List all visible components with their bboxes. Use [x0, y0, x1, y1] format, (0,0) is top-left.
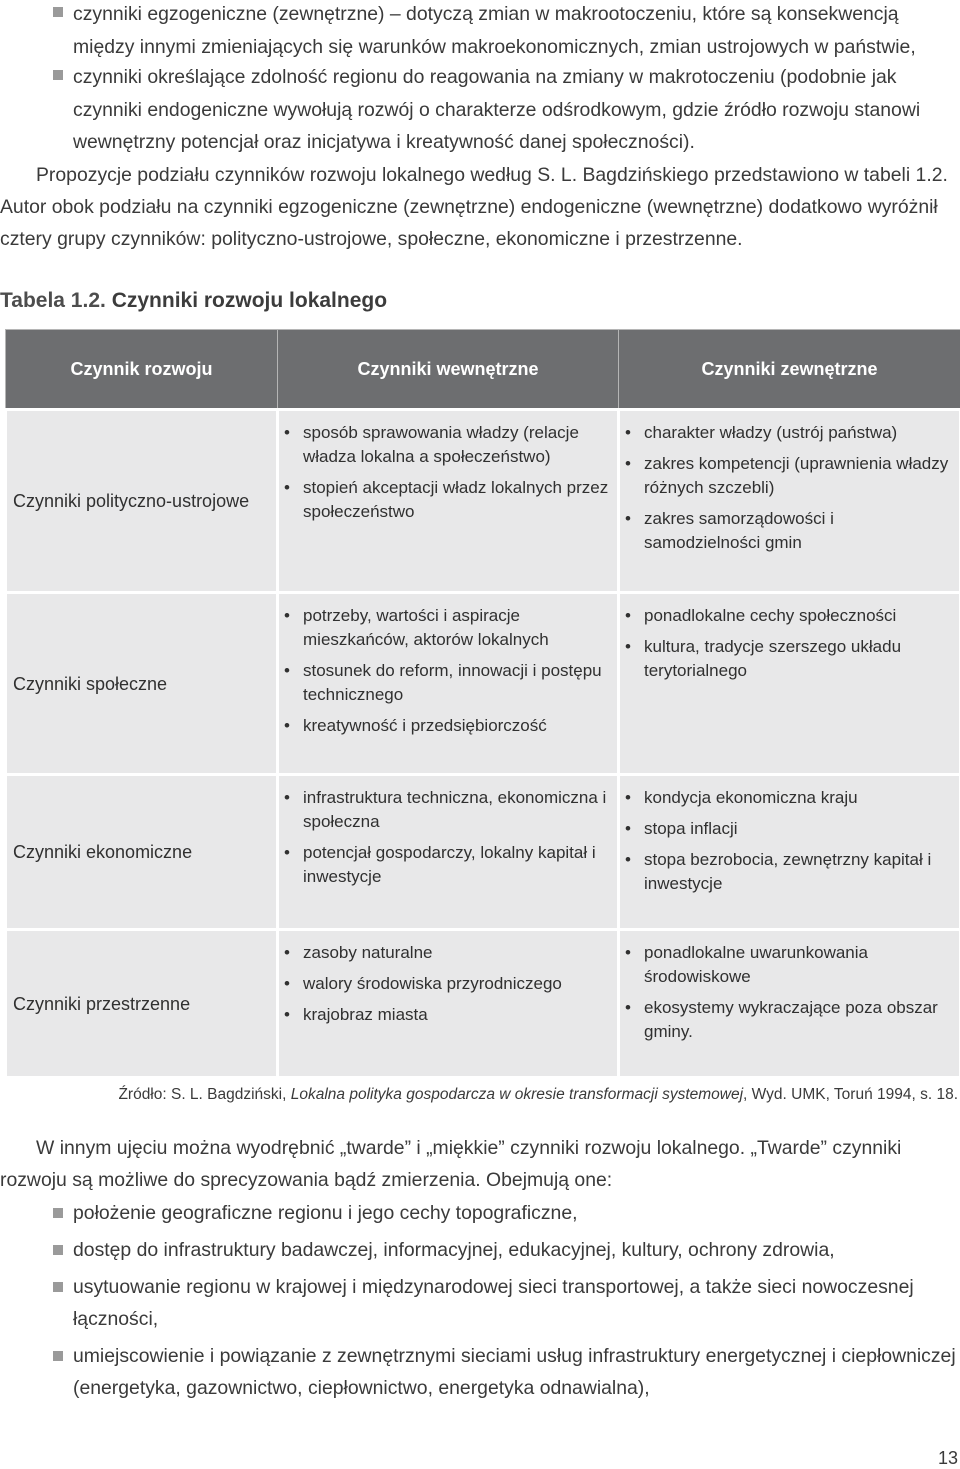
table-caption	[0, 289, 387, 313]
row-label: Czynniki ekonomiczne	[6, 775, 278, 930]
internal-factors-cell	[278, 593, 619, 775]
cell-list-item: • stosunek do reform, innowacji i postępu technicznego	[303, 659, 611, 707]
cell-list-item: • stopa bezrobocia, zewnętrzny kapitał i inwestycje	[644, 848, 953, 896]
cell-list-item: • infrastruktura techniczna, ekonomiczna i społeczna	[303, 786, 611, 834]
table-row	[6, 410, 960, 593]
source-prefix: Źródło: S. L. Bagdziński,	[118, 1086, 290, 1103]
internal-factors-cell	[278, 410, 619, 593]
square-bullet-icon	[53, 1208, 63, 1218]
column-header: Czynnik rozwoju	[6, 330, 278, 410]
cell-list-item: • zakres samorządowości i samodzielności gmin	[644, 507, 953, 555]
row-label: Czynniki polityczno-ustrojowe	[6, 410, 278, 593]
cell-list-item: • krajobraz miasta	[303, 1003, 611, 1027]
cell-list-item: • ponadlokalne uwarunkowania środowiskowe	[644, 941, 953, 989]
internal-factors-cell	[278, 930, 619, 1078]
cell-list-item: • kultura, tradycje szerszego układu terytorialnego	[644, 635, 953, 683]
list-item	[0, 1197, 960, 1229]
row-label: Czynniki przestrzenne	[6, 930, 278, 1078]
cell-list-item: • zakres kompetencji (uprawnienia władzy różnych szczebli)	[644, 452, 953, 500]
external-factors-cell	[619, 775, 960, 930]
table-source	[118, 1086, 958, 1104]
cell-list-item: • potencjał gospodarczy, lokalny kapitał i inwestycje	[303, 841, 611, 889]
square-bullet-icon	[53, 1245, 63, 1255]
column-header: Czynniki wewnętrzne	[278, 330, 619, 410]
paragraph	[0, 159, 958, 255]
cell-list-item: • walory środowiska przyrodniczego	[303, 972, 611, 996]
list-item	[0, 61, 960, 159]
cell-list-item: • stopa inflacji	[644, 817, 953, 841]
list-item-text: położenie geograficzne regionu i jego cechy topograficzne,	[73, 1202, 578, 1224]
square-bullet-icon	[53, 1351, 63, 1361]
internal-factors-cell	[278, 775, 619, 930]
cell-list-item: • zasoby naturalne	[303, 941, 611, 965]
cell-list-item: • kreatywność i przedsiębiorczość	[303, 714, 611, 738]
list-item-text: usytuowanie regionu w krajowej i międzynarodowej sieci transportowej, a także sieci nowoczesnej łączności,	[73, 1276, 914, 1330]
row-label: Czynniki społeczne	[6, 593, 278, 775]
table-row	[6, 775, 960, 930]
external-factors-cell	[619, 410, 960, 593]
page-number: 13	[938, 1448, 958, 1469]
source-suffix: , Wyd. UMK, Toruń 1994, s. 18.	[743, 1086, 958, 1103]
paragraph-text: W innym ujęciu można wyodrębnić „twarde” i „miękkie” czynniki rozwoju lokalnego. „Twarde” czynniki rozwoju są możliwe do sprecyzowania bądź zmierzenia. Obejmują one:	[0, 1137, 901, 1191]
table-caption-title: Czynniki rozwoju lokalnego	[112, 289, 387, 312]
external-factors-cell	[619, 593, 960, 775]
cell-list-item: • ponadlokalne cechy społeczności	[644, 604, 953, 628]
external-factors-cell	[619, 930, 960, 1078]
list-item	[0, 0, 960, 63]
list-item-text: czynniki egzogeniczne (zewnętrzne) – dotyczą zmian w makrootoczeniu, które są konsekwencją między innymi zmieniających się warunków makroekonomicznych, zmian ustrojowych w państwie,	[73, 3, 916, 58]
factors-table	[4, 329, 960, 1079]
paragraph	[0, 1132, 958, 1196]
square-bullet-icon	[53, 70, 63, 80]
cell-list-item: • potrzeby, wartości i aspiracje mieszkańców, aktorów lokalnych	[303, 604, 611, 652]
cell-list-item: • stopień akceptacji władz lokalnych przez społeczeństwo	[303, 476, 611, 524]
source-title: Lokalna polityka gospodarcza w okresie transformacji systemowej	[291, 1086, 743, 1103]
table-header-row	[6, 330, 960, 410]
paragraph-text: Propozycje podziału czynników rozwoju lokalnego według S. L. Bagdzińskiego przedstawiono w tabeli 1.2. Autor obok podziału na czynniki egzogeniczne (zewnętrzne) endogeniczne (wewnętrzne) dodatkowo wyróżnił cztery grupy czynników: polityczno-ustrojowe, społeczne, ekonomiczne i przestrzenne.	[0, 164, 948, 250]
list-item-text: czynniki określające zdolność regionu do reagowania na zmiany w makrotoczeniu (podobnie jak czynniki endogeniczne wywołują rozwój o charakterze odśrodkowym, gdzie źródło rozwoju stanowi wewnętrzny potencjał oraz inicjatywa i kreatywność danej społeczności).	[73, 66, 920, 153]
table-row	[6, 930, 960, 1078]
square-bullet-icon	[53, 1282, 63, 1292]
top-bullet-list	[0, 0, 960, 159]
list-item	[0, 1340, 960, 1404]
table-row	[6, 593, 960, 775]
square-bullet-icon	[53, 7, 63, 17]
column-header: Czynniki zewnętrzne	[619, 330, 960, 410]
list-item	[0, 1234, 960, 1266]
cell-list-item: • ekosystemy wykraczające poza obszar gminy.	[644, 996, 953, 1044]
list-item-text: dostęp do infrastruktury badawczej, informacyjnej, edukacyjnej, kultury, ochrony zdrowia,	[73, 1239, 835, 1261]
bottom-bullet-list	[0, 1197, 960, 1409]
cell-list-item: • charakter władzy (ustrój państwa)	[644, 421, 953, 445]
list-item	[0, 1271, 960, 1335]
list-item-text: umiejscowienie i powiązanie z zewnętrznymi sieciami usług infrastruktury energetycznej i ciepłowniczej (energetyka, gazownictwo, ciepłownictwo, energetyka odnawialna),	[73, 1345, 956, 1399]
table-caption-label: Tabela 1.2.	[0, 289, 106, 312]
cell-list-item: • kondycja ekonomiczna kraju	[644, 786, 953, 810]
cell-list-item: • sposób sprawowania władzy (relacje władza lokalna a społeczeństwo)	[303, 421, 611, 469]
